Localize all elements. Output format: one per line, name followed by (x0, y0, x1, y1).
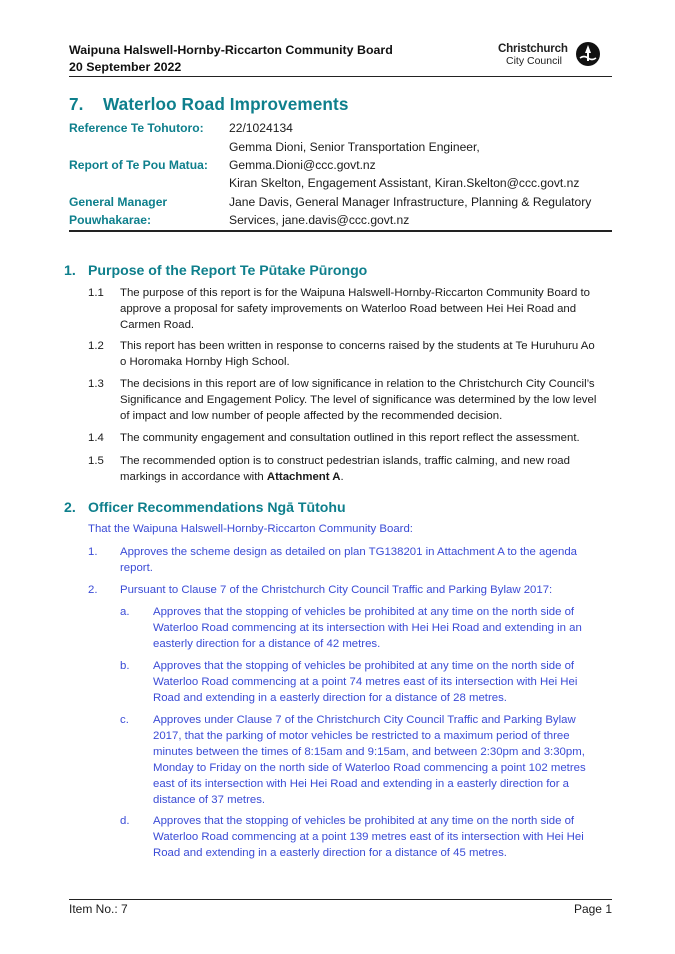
paragraph-line: The purpose of this report is for the Waipuna Halswell-Hornby-Riccarton Community Board to (120, 287, 590, 299)
paragraph-1-4 (88, 430, 612, 446)
paragraph-line (120, 469, 612, 485)
sub-item-line: distance of 37 metres. (153, 794, 266, 806)
sub-item-line: east of its intersection with Hei Hei Road and extending in a easterly direction for a (153, 778, 569, 790)
section-1-title: Purpose of the Report Te Pūtake Pūrongo (88, 262, 368, 278)
paragraph-1-3 (88, 376, 612, 424)
paragraph-line: o Horomaka Hornby High School. (120, 356, 290, 368)
section-2-title: Officer Recommendations Ngā Tūtohu (88, 499, 346, 515)
report-of-line-2: Gemma.Dioni@ccc.govt.nz (229, 158, 376, 172)
paragraph-1-5 (88, 453, 612, 485)
paragraph-line: approve a proposal for safety improvements on Waterloo Road between Hei Hei Road and (120, 303, 577, 315)
page-header (69, 42, 393, 76)
paragraph-line: This report has been written in response to concerns raised by the students at Te Huruhuru Ao (120, 340, 595, 352)
recommendation-2 (88, 582, 588, 598)
paragraph-line: of impact and low number of people affected by the recommended decision. (120, 410, 503, 422)
paragraph-1-1 (88, 285, 612, 333)
report-of-row (69, 138, 612, 192)
paragraph-text: markings in accordance with (120, 471, 267, 483)
report-of-label: Report of Te Pou Matua: (69, 158, 208, 172)
recommendation-2a (120, 604, 600, 652)
sub-item-line: Approves that the stopping of vehicles be prohibited at any time on the north side of (153, 660, 575, 672)
council-logo (496, 40, 606, 70)
sub-item-letter: c. (120, 714, 129, 726)
general-manager-line-2: Services, jane.davis@ccc.govt.nz (229, 213, 410, 227)
sub-item-line: minutes between the times of 8:15am and 9:15am, and between 2:30pm and 3:30pm, (153, 746, 585, 758)
recommendation-line: Approves the scheme design as detailed on plan TG138201 in Attachment A to the agenda (120, 546, 578, 558)
general-manager-label-2: Pouwhakarae: (69, 213, 151, 227)
recommendation-1 (88, 544, 588, 576)
recommendation-intro: That the Waipuna Halswell-Hornby-Riccarton Community Board: (88, 523, 413, 535)
header-rule (69, 76, 612, 77)
recommendation-line: report. (120, 562, 153, 574)
recommendation-number: 1. (88, 546, 98, 558)
sub-item-line: Approves that the stopping of vehicles be prohibited at any time on the north side of (153, 815, 575, 827)
sub-item-letter: b. (120, 660, 130, 672)
sub-item-line: Waterloo Road commencing at a point 74 metres east of its intersection with Hei Hei (153, 676, 578, 688)
footer-rule (69, 899, 612, 900)
section-1-number: 1. (64, 262, 76, 278)
board-name: Waipuna Halswell-Hornby-Riccarton Community Board (69, 43, 393, 57)
attachment-a-link: Attachment A (266, 471, 341, 483)
paragraph-line: Significance and Engagement Policy. The level of significance was determined by the low level (120, 394, 597, 406)
sub-item-line: Waterloo Road commencing at a point 139 metres east of its intersection with Hei Hei (153, 831, 584, 843)
sub-item-line: 2017, that the parking of motor vehicles be restricted to a maximum period of three (153, 730, 570, 742)
paragraph-line: The recommended option is to construct pedestrian islands, traffic calming, and new road (120, 455, 570, 467)
sub-item-letter: d. (120, 815, 130, 827)
paragraph-text: . (340, 471, 344, 483)
paragraph-number: 1.2 (88, 340, 104, 352)
paragraph-line: Carmen Road. (120, 319, 195, 331)
general-manager-line-1: Jane Davis, General Manager Infrastructure, Planning & Regulatory (229, 195, 592, 209)
report-of-line-1: Gemma Dioni, Senior Transportation Engineer, (229, 140, 480, 154)
reference-label: Reference Te Tohutoro: (69, 121, 204, 135)
sub-item-line: easterly direction for a distance of 42 metres. (153, 638, 381, 650)
report-title (69, 94, 349, 115)
general-manager-label-1: General Manager (69, 195, 168, 209)
recommendation-2b (120, 658, 600, 706)
paragraph-number: 1.5 (88, 455, 104, 467)
meta-rule (69, 230, 612, 232)
report-of-line-3: Kiran Skelton, Engagement Assistant, Kiran.Skelton@ccc.govt.nz (229, 176, 580, 190)
reference-value: 22/1024134 (229, 121, 293, 135)
meeting-date: 20 September 2022 (69, 60, 182, 74)
cathedral-emblem-icon (575, 41, 601, 67)
reference-row (69, 119, 612, 137)
report-number: 7. (69, 94, 84, 114)
sub-item-letter: a. (120, 606, 130, 618)
recommendation-line: Pursuant to Clause 7 of the Christchurch City Council Traffic and Parking Bylaw 2017: (120, 584, 553, 596)
recommendation-2c (120, 712, 600, 808)
paragraph-number: 1.1 (88, 287, 104, 299)
general-manager-row (69, 193, 612, 229)
section-2-heading (64, 499, 346, 515)
section-1-heading (64, 262, 367, 278)
sub-item-line: Monday to Friday on the north side of Waterloo Road commencing a point 102 metres (153, 762, 586, 774)
section-2-number: 2. (64, 499, 76, 515)
paragraph-line: The community engagement and consultation outlined in this report reflect the assessment. (120, 432, 580, 444)
paragraph-number: 1.3 (88, 378, 104, 390)
paragraph-1-2 (88, 338, 612, 370)
page-number: Page 1 (573, 902, 612, 916)
logo-text-line2: City Council (506, 55, 563, 67)
logo-text-line1: Christchurch (498, 42, 568, 55)
item-number: Item No.: 7 (69, 902, 128, 916)
sub-item-line: Approves under Clause 7 of the Christchurch City Council Traffic and Parking Bylaw (153, 714, 576, 726)
sub-item-line: Road and extending in a easterly direction for a distance of 28 metres. (153, 692, 507, 704)
paragraph-number: 1.4 (88, 432, 104, 444)
paragraph-line: The decisions in this report are of low significance in relation to the Christchurch City Council’s (120, 378, 595, 390)
sub-item-line: Approves that the stopping of vehicles be prohibited at any time on the north side of (153, 606, 575, 618)
sub-item-line: Road and extending in a easterly direction for a distance of 45 metres. (153, 847, 507, 859)
recommendation-2d (120, 813, 600, 861)
sub-item-line: Waterloo Road commencing at its intersection with Hei Hei Road and extending in an (153, 622, 582, 634)
recommendation-number: 2. (88, 584, 98, 596)
report-title-text: Waterloo Road Improvements (103, 94, 349, 114)
report-meta (69, 119, 612, 229)
